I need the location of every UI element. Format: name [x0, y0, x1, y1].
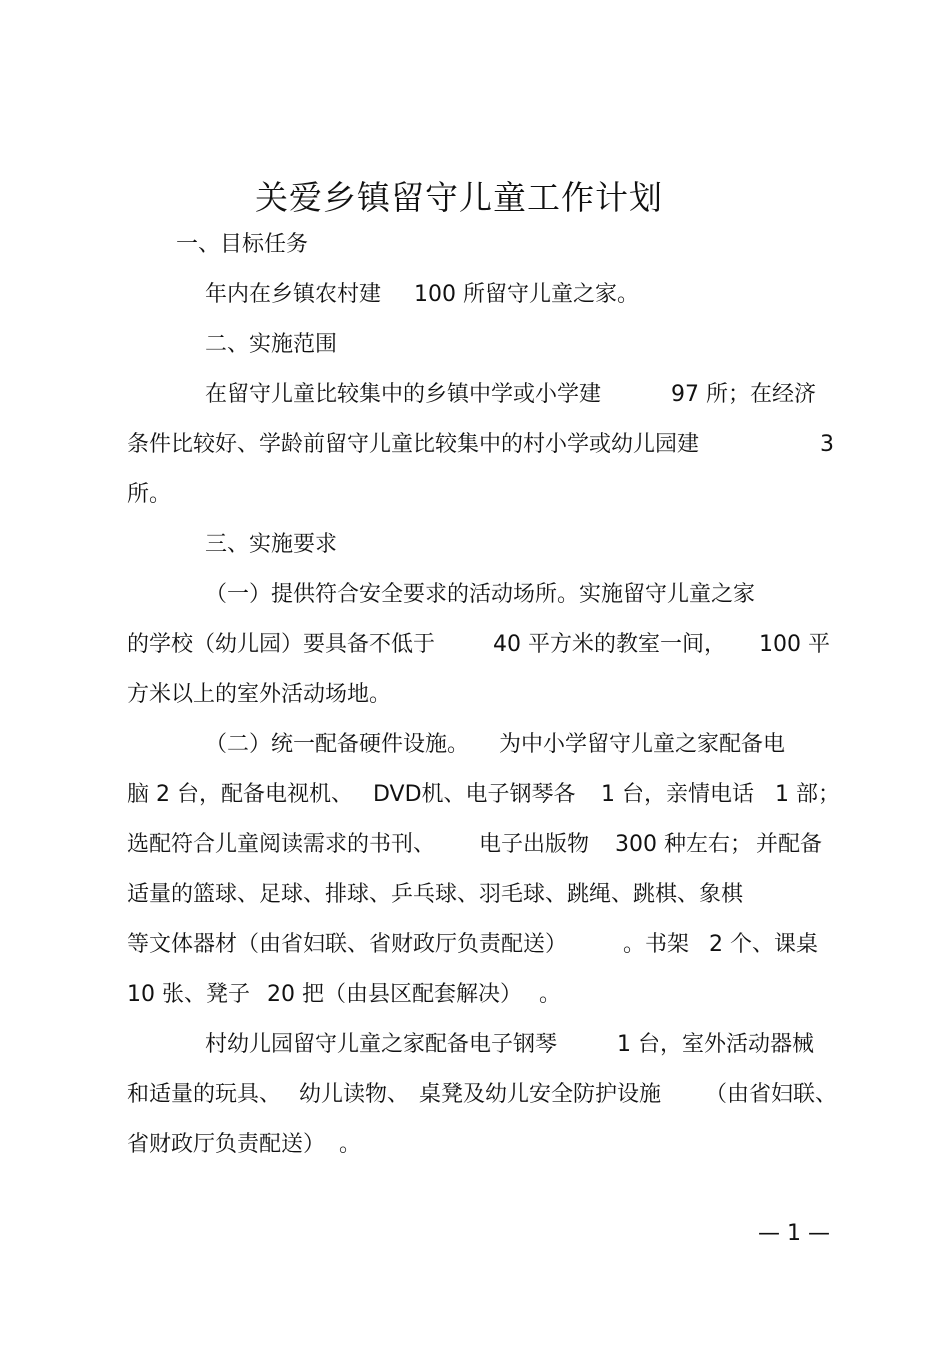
- text-line-13-seg-3: 300 种左右；: [615, 832, 752, 857]
- text-line-10-seg-1: 方米以上的室外活动场地。: [127, 682, 392, 707]
- text-line-13-seg-2: 电子出版物: [479, 832, 590, 857]
- text-line-19-seg-1: 省财政厅负责配送）: [127, 1132, 326, 1157]
- text-line-18-seg-2: 幼儿读物、: [299, 1082, 410, 1107]
- text-line-12-seg-3: 1 台，亲情电话: [601, 782, 754, 807]
- page-number: — 1 —: [758, 1221, 830, 1246]
- text-line-15-seg-1: 等文体器材（由省妇联、省财政厅负责配送）: [127, 932, 568, 957]
- text-line-9-seg-1: 的学校（幼儿园）要具备不低于: [127, 632, 436, 657]
- text-line-3-seg-1: 二、实施范围: [205, 332, 338, 357]
- text-line-9-seg-2: 40 平方米的教室一间，: [493, 632, 726, 657]
- text-line-16-seg-1: 10 张、凳子: [127, 982, 250, 1007]
- text-line-5-seg-2: 3: [820, 432, 834, 457]
- text-line-13-seg-1: 选配符合儿童阅读需求的书刊、: [127, 832, 436, 857]
- text-line-19-seg-2: 。: [339, 1132, 362, 1157]
- text-line-16-seg-3: 。: [539, 982, 562, 1007]
- text-line-2-seg-2: 100 所留守儿童之家。: [414, 282, 639, 307]
- text-line-9-seg-3: 100 平: [759, 632, 830, 657]
- text-line-8-seg-1: （一）提供符合安全要求的活动场所。实施留守儿童之家: [205, 582, 756, 607]
- text-line-11-seg-1: （二）统一配备硬件设施。: [205, 732, 470, 757]
- document-title: 关爱乡镇留守儿童工作计划: [255, 178, 663, 217]
- text-line-12-seg-4: 1 部；: [775, 782, 840, 807]
- text-line-14-seg-1: 适量的篮球、足球、排球、乒乓球、羽毛球、跳绳、跳棋、象棋: [127, 882, 744, 907]
- text-line-17-seg-2: 1 台，室外活动器械: [617, 1032, 814, 1057]
- text-line-15-seg-3: 2 个、课桌: [709, 932, 818, 957]
- text-line-11-seg-2: 为中小学留守儿童之家配备电: [499, 732, 786, 757]
- text-line-6-seg-1: 所。: [127, 482, 172, 507]
- text-line-4-seg-1: 在留守儿童比较集中的乡镇中学或小学建: [205, 382, 602, 407]
- text-line-4-seg-2: 97 所；在经济: [671, 382, 816, 407]
- text-line-2-seg-1: 年内在乡镇农村建: [205, 282, 382, 307]
- text-line-18-seg-1: 和适量的玩具、: [127, 1082, 282, 1107]
- text-line-7-seg-1: 三、实施要求: [205, 532, 338, 557]
- text-line-13-seg-4: 并配备: [756, 832, 823, 857]
- text-line-12-seg-2: DVD机、电子钢琴各: [373, 782, 576, 807]
- text-line-18-seg-4: （由省妇联、: [705, 1082, 838, 1107]
- text-line-16-seg-2: 20 把（由县区配套解决）: [267, 982, 522, 1007]
- text-line-15-seg-2: 。书架: [623, 932, 690, 957]
- text-line-18-seg-3: 桌凳及幼儿安全防护设施: [419, 1082, 662, 1107]
- text-line-12-seg-1: 脑 2 台，配备电视机、: [127, 782, 353, 807]
- text-line-5-seg-1: 条件比较好、学龄前留守儿童比较集中的村小学或幼儿园建: [127, 432, 700, 457]
- text-line-17-seg-1: 村幼儿园留守儿童之家配备电子钢琴: [205, 1032, 558, 1057]
- text-line-1-seg-1: 一、目标任务: [176, 232, 309, 257]
